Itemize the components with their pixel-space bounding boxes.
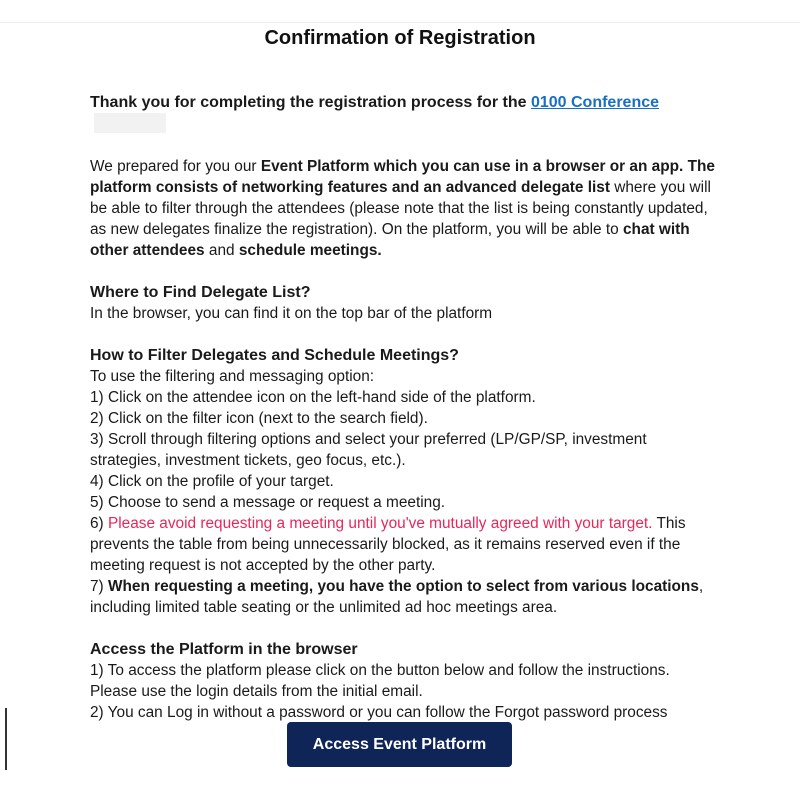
intro-paragraph: [90, 156, 720, 261]
intro-bold-3: schedule meetings.: [238, 242, 382, 259]
filter-heading: How to Filter Delegates and Schedule Meetings?: [90, 347, 459, 364]
filter-step-7: [90, 576, 720, 618]
step-6-rest: This prevents the table from being unnecessarily blocked, as it remains reserved even if the meeting request is not accepted by the other party.: [90, 515, 686, 574]
step-7-rest: , including limited table seating or the unlimited ad hoc meetings area.: [90, 578, 704, 616]
thanks-text: Thank you for completing the registration process for the: [90, 94, 531, 111]
step-6-warning: Please avoid requesting a meeting until you've mutually agreed with your target.: [107, 515, 653, 532]
filter-step-4: 4) Click on the profile of your target.: [90, 473, 334, 490]
intro-bold-2: chat with other attendees: [90, 221, 690, 259]
access-heading: Access the Platform in the browser: [90, 641, 358, 658]
filter-step-2: 2) Click on the filter icon (next to the search field).: [90, 410, 428, 427]
intro-text-2: where you will be able to filter through the attendees (please note that the list is being constantly updated, as new delegates finalize the registration). On the platform, you will be able to: [90, 179, 711, 238]
access-step-2: 2) You can Log in without a password or you can follow the Forgot password process: [90, 704, 668, 721]
access-step-1: 1) To access the platform please click on the button below and follow the instructions. Please use the login details from the initial email.: [90, 662, 670, 700]
step-6-number: 6): [90, 515, 108, 532]
filter-intro: To use the filtering and messaging option:: [90, 368, 375, 385]
filter-step-6: [90, 513, 720, 576]
left-edge-border: [0, 708, 7, 770]
intro-text-3: and: [204, 242, 239, 259]
step-7-number: 7): [90, 578, 108, 595]
conference-link[interactable]: 0100 Conference: [530, 94, 660, 111]
find-text: In the browser, you can find it on the top bar of the platform: [90, 305, 493, 322]
redacted-block: [94, 113, 166, 133]
email-body: [90, 92, 720, 723]
filter-step-1: 1) Click on the attendee icon on the left-hand side of the platform.: [90, 389, 536, 406]
thanks-paragraph: [90, 92, 720, 135]
intro-text-1: We prepared for you our: [90, 158, 261, 175]
filter-step-5: 5) Choose to send a message or request a meeting.: [90, 494, 446, 511]
page-title: Confirmation of Registration: [264, 27, 536, 49]
find-heading: Where to Find Delegate List?: [90, 284, 311, 301]
access-event-platform-button[interactable]: Access Event Platform: [287, 722, 512, 767]
filter-step-3: 3) Scroll through filtering options and select your preferred (LP/GP/SP, investment strategies, investment tickets, geo focus, etc.).: [90, 431, 647, 469]
step-7-bold: When requesting a meeting, you have the option to select from various locations: [107, 578, 699, 595]
intro-bold-1: Event Platform which you can use in a browser or an app. The platform consists of networking features and an advanced delegate list: [90, 158, 715, 196]
top-bar: [0, 0, 800, 23]
